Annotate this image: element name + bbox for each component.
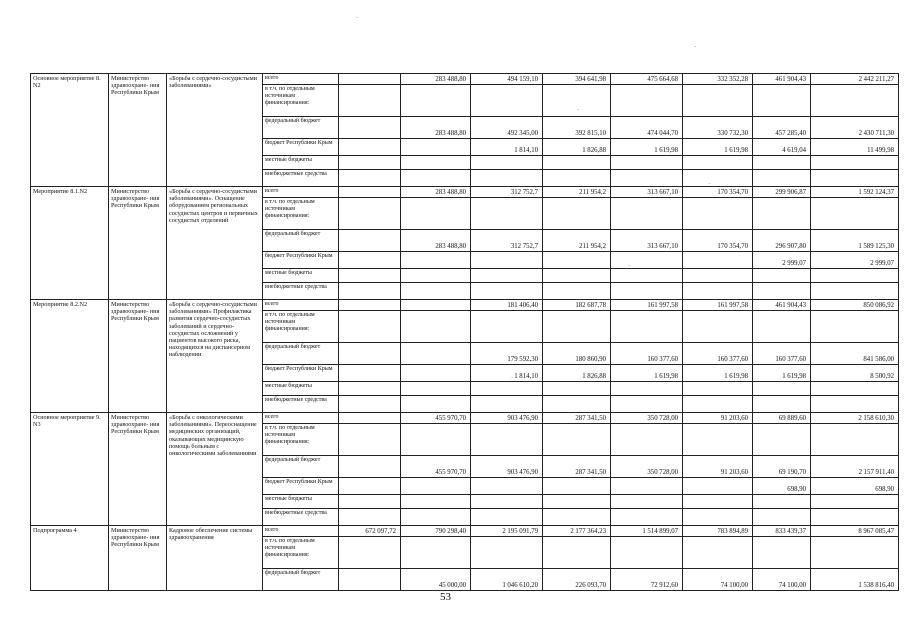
amount-cell (471, 198, 543, 230)
amount-cell (401, 311, 471, 343)
amount-cell (683, 382, 753, 396)
amount-cell (339, 230, 401, 252)
amount-cell (339, 569, 401, 591)
funding-source-cell: внебюджетные средства (263, 170, 339, 187)
amount-cell: 1 619,98 (611, 139, 683, 156)
amount-cell: 211 954,2 (543, 187, 611, 198)
amount-cell: 11 499,98 (811, 139, 899, 156)
amount-cell (811, 156, 899, 170)
amount-cell: 455 970,70 (401, 413, 471, 424)
amount-cell (811, 311, 899, 343)
amount-cell: 181 406,40 (471, 300, 543, 311)
amount-cell (471, 170, 543, 187)
executor-cell: Министерство здравоохране- ния Республики Крым (109, 300, 167, 413)
amount-cell: 474 044,70 (611, 117, 683, 139)
amount-cell (401, 300, 471, 311)
amount-cell (753, 269, 811, 283)
amount-cell: 226 093,70 (543, 569, 611, 591)
amount-cell (611, 478, 683, 495)
amount-cell (611, 396, 683, 413)
amount-cell (753, 382, 811, 396)
activity-cell: Основное мероприятие 9. N3 (31, 413, 109, 526)
amount-cell (401, 396, 471, 413)
amount-cell: 330 732,30 (683, 117, 753, 139)
amount-cell: 8 967 085,47 (811, 526, 899, 537)
amount-cell: 350 728,00 (611, 456, 683, 478)
funding-source-cell: федеральный бюджет (263, 569, 339, 591)
funding-source-cell: местные бюджеты (263, 495, 339, 509)
amount-cell (339, 478, 401, 495)
amount-cell: 2 999,07 (753, 252, 811, 269)
funding-source-cell: бюджет Республики Крым (263, 365, 339, 382)
amount-cell (811, 495, 899, 509)
amount-cell: 69 190,70 (753, 456, 811, 478)
amount-cell (811, 283, 899, 300)
amount-cell (543, 311, 611, 343)
amount-cell (339, 343, 401, 365)
amount-cell (339, 537, 401, 569)
funding-source-cell: федеральный бюджет (263, 117, 339, 139)
description-cell: «Борьба с сердечно-сосудистыми заболеваниями». Оснащение оборудованием региональных сосудистых центров и первичных сосудистых отделений (167, 187, 263, 300)
amount-cell (611, 382, 683, 396)
budget-table (30, 73, 899, 591)
amount-cell (611, 198, 683, 230)
amount-cell: 1 514 899,07 (611, 526, 683, 537)
amount-cell (339, 252, 401, 269)
amount-cell (543, 495, 611, 509)
amount-cell (753, 85, 811, 117)
amount-cell (339, 509, 401, 526)
funding-source-cell: федеральный бюджет (263, 456, 339, 478)
amount-cell (401, 139, 471, 156)
amount-cell (339, 382, 401, 396)
amount-cell (683, 252, 753, 269)
funding-source-cell: в т.ч. по отдельным источникам финансирования: (263, 311, 339, 343)
amount-cell (339, 311, 401, 343)
amount-cell (543, 424, 611, 456)
amount-cell: 672 097,72 (339, 526, 401, 537)
amount-cell (811, 396, 899, 413)
executor-cell: Министерство здравоохране- ния Республики Крым (109, 74, 167, 187)
amount-cell: 287 341,50 (543, 456, 611, 478)
amount-cell: 91 203,60 (683, 456, 753, 478)
amount-cell: 69 889,60 (753, 413, 811, 424)
amount-cell: 1 619,98 (683, 365, 753, 382)
description-cell: «Борьба с онкологическими заболеваниями». Переоснащение медицинских организаций, оказывающих медицинскую помощь больным с онкологическими заболеваниями (167, 413, 263, 526)
amount-cell (683, 283, 753, 300)
amount-cell (401, 156, 471, 170)
amount-cell: 2 430 711,30 (811, 117, 899, 139)
description-cell: Кадровое обеспечение системы здравоохранения (167, 526, 263, 591)
amount-cell (683, 509, 753, 526)
amount-cell (611, 495, 683, 509)
amount-cell: 312 752,7 (471, 187, 543, 198)
amount-cell: 850 086,92 (811, 300, 899, 311)
amount-cell: 91 203,60 (683, 413, 753, 424)
amount-cell: 1 619,98 (753, 365, 811, 382)
amount-cell (611, 170, 683, 187)
amount-cell: 903 476,90 (471, 456, 543, 478)
amount-cell: 833 439,37 (753, 526, 811, 537)
amount-cell (543, 283, 611, 300)
amount-cell: 332 352,28 (683, 74, 753, 85)
amount-cell (811, 269, 899, 283)
amount-cell (611, 156, 683, 170)
amount-cell (401, 343, 471, 365)
amount-cell (401, 509, 471, 526)
amount-cell (811, 170, 899, 187)
table-row (31, 74, 899, 85)
amount-cell (401, 252, 471, 269)
amount-cell: 2 999,07 (811, 252, 899, 269)
table-row (31, 413, 899, 424)
amount-cell (543, 198, 611, 230)
amount-cell: 1 814,10 (471, 139, 543, 156)
amount-cell (471, 269, 543, 283)
amount-cell: 1 619,98 (611, 365, 683, 382)
funding-source-cell: внебюджетные средства (263, 396, 339, 413)
amount-cell (753, 156, 811, 170)
amount-cell: 783 894,89 (683, 526, 753, 537)
amount-cell: 8 500,92 (811, 365, 899, 382)
amount-cell: 161 997,58 (683, 300, 753, 311)
amount-cell: 313 667,10 (611, 230, 683, 252)
amount-cell (683, 478, 753, 495)
amount-cell: 161 997,58 (611, 300, 683, 311)
funding-source-cell: местные бюджеты (263, 382, 339, 396)
funding-source-cell: всего (263, 413, 339, 424)
amount-cell (753, 311, 811, 343)
amount-cell (683, 495, 753, 509)
amount-cell (401, 495, 471, 509)
amount-cell: 350 728,00 (611, 413, 683, 424)
amount-cell (401, 170, 471, 187)
amount-cell (683, 537, 753, 569)
amount-cell: 179 592,30 (471, 343, 543, 365)
amount-cell (611, 269, 683, 283)
amount-cell: 2 177 364,23 (543, 526, 611, 537)
amount-cell (339, 300, 401, 311)
amount-cell: 2 157 911,40 (811, 456, 899, 478)
scan-speck: · (356, 14, 359, 22)
amount-cell (339, 495, 401, 509)
amount-cell: 457 285,40 (753, 117, 811, 139)
amount-cell (339, 456, 401, 478)
amount-cell: 299 906,87 (753, 187, 811, 198)
amount-cell (543, 252, 611, 269)
amount-cell: 455 970,70 (401, 456, 471, 478)
table-row (31, 187, 899, 198)
amount-cell (471, 537, 543, 569)
amount-cell (401, 424, 471, 456)
amount-cell (339, 139, 401, 156)
amount-cell (811, 537, 899, 569)
amount-cell: 394 641,98 (543, 74, 611, 85)
amount-cell: 296 907,80 (753, 230, 811, 252)
amount-cell (683, 269, 753, 283)
amount-cell (811, 424, 899, 456)
executor-cell: Министерство здравоохране- ния Республики Крым (109, 187, 167, 300)
funding-source-cell: внебюджетные средства (263, 509, 339, 526)
amount-cell (339, 117, 401, 139)
scan-speck: · (628, 262, 631, 270)
amount-cell: 287 341,50 (543, 413, 611, 424)
amount-cell (471, 509, 543, 526)
funding-source-cell: в т.ч. по отдельным источникам финансирования: (263, 85, 339, 117)
amount-cell (401, 478, 471, 495)
amount-cell (339, 170, 401, 187)
amount-cell (611, 424, 683, 456)
amount-cell (683, 311, 753, 343)
scan-speck: · (694, 43, 697, 51)
amount-cell: 1 826,88 (543, 365, 611, 382)
amount-cell (401, 269, 471, 283)
amount-cell: 180 860,90 (543, 343, 611, 365)
amount-cell: 2 442 211,27 (811, 74, 899, 85)
amount-cell (611, 509, 683, 526)
amount-cell: 170 354,70 (683, 187, 753, 198)
funding-source-cell: всего (263, 187, 339, 198)
amount-cell (339, 156, 401, 170)
amount-cell: 312 752,7 (471, 230, 543, 252)
amount-cell (401, 283, 471, 300)
amount-cell (753, 283, 811, 300)
amount-cell (543, 156, 611, 170)
amount-cell: 841 586,00 (811, 343, 899, 365)
activity-cell: Основное мероприятие 8. N2 (31, 74, 109, 187)
amount-cell (339, 269, 401, 283)
amount-cell (753, 509, 811, 526)
amount-cell: 2 195 091,79 (471, 526, 543, 537)
amount-cell (471, 495, 543, 509)
amount-cell: 283 488,80 (401, 117, 471, 139)
amount-cell (339, 413, 401, 424)
executor-cell: Министерство здравоохране- ния Республики Крым (109, 526, 167, 591)
amount-cell (543, 269, 611, 283)
amount-cell (683, 85, 753, 117)
amount-cell: 160 377,60 (611, 343, 683, 365)
amount-cell (543, 382, 611, 396)
amount-cell (339, 198, 401, 230)
funding-source-cell: всего (263, 300, 339, 311)
amount-cell: 74 100,00 (683, 569, 753, 591)
amount-cell: 1 592 124,37 (811, 187, 899, 198)
amount-cell: 392 815,10 (543, 117, 611, 139)
table-row (31, 300, 899, 311)
funding-source-cell: федеральный бюджет (263, 230, 339, 252)
amount-cell (339, 85, 401, 117)
amount-cell: 160 377,60 (753, 343, 811, 365)
amount-cell (811, 382, 899, 396)
amount-cell (683, 156, 753, 170)
amount-cell (543, 396, 611, 413)
amount-cell: 2 158 610,30 (811, 413, 899, 424)
amount-cell (471, 424, 543, 456)
amount-cell: 1 826,88 (543, 139, 611, 156)
amount-cell: 1 046 610,20 (471, 569, 543, 591)
amount-cell: 698,90 (811, 478, 899, 495)
amount-cell (543, 478, 611, 495)
scan-speck: · (511, 374, 514, 382)
amount-cell: 698,90 (753, 478, 811, 495)
activity-cell: Мероприятие 8.2.N2 (31, 300, 109, 413)
amount-cell (471, 85, 543, 117)
amount-cell: 182 687,78 (543, 300, 611, 311)
amount-cell (339, 396, 401, 413)
amount-cell (611, 311, 683, 343)
funding-source-cell: в т.ч. по отдельным источникам финансирования: (263, 537, 339, 569)
funding-source-cell: всего (263, 74, 339, 85)
table-row (31, 526, 899, 537)
page-number: 53 (440, 591, 451, 603)
amount-cell (401, 85, 471, 117)
amount-cell: 494 159,10 (471, 74, 543, 85)
funding-source-cell: местные бюджеты (263, 156, 339, 170)
activity-cell: Мероприятие 8.1.N2 (31, 187, 109, 300)
description-cell: «Борьба с сердечно-сосудистыми заболеваниями» Профилактика развития сердечно-сосудистых заболеваний и сердечно-сосудистых осложнений у пациентов высокого риска, находящихся на диспансерном наблюдении (167, 300, 263, 413)
activity-cell: Подпрограмма 4 (31, 526, 109, 591)
amount-cell: 492 345,00 (471, 117, 543, 139)
amount-cell: 170 354,70 (683, 230, 753, 252)
amount-cell: 283 488,80 (401, 187, 471, 198)
funding-source-cell: внебюджетные средства (263, 283, 339, 300)
amount-cell (471, 283, 543, 300)
amount-cell (401, 365, 471, 382)
amount-cell (611, 85, 683, 117)
amount-cell: 1 538 816,40 (811, 569, 899, 591)
amount-cell (401, 537, 471, 569)
amount-cell: 283 488,80 (401, 74, 471, 85)
amount-cell (339, 74, 401, 85)
amount-cell (471, 478, 543, 495)
amount-cell (471, 396, 543, 413)
amount-cell (339, 424, 401, 456)
amount-cell (753, 198, 811, 230)
executor-cell: Министерство здравоохране- ния Республики Крым (109, 413, 167, 526)
amount-cell (611, 283, 683, 300)
funding-source-cell: бюджет Республики Крым (263, 252, 339, 269)
funding-source-cell: местные бюджеты (263, 269, 339, 283)
amount-cell: 475 664,68 (611, 74, 683, 85)
amount-cell: 4 619,04 (753, 139, 811, 156)
amount-cell (471, 311, 543, 343)
amount-cell (683, 198, 753, 230)
amount-cell (543, 170, 611, 187)
amount-cell (543, 509, 611, 526)
funding-source-cell: бюджет Республики Крым (263, 478, 339, 495)
amount-cell (401, 382, 471, 396)
amount-cell: 903 476,90 (471, 413, 543, 424)
scan-speck: · (577, 106, 580, 114)
amount-cell (471, 382, 543, 396)
amount-cell: 790 298,40 (401, 526, 471, 537)
amount-cell (811, 85, 899, 117)
amount-cell: 1 589 125,30 (811, 230, 899, 252)
amount-cell (683, 424, 753, 456)
amount-cell (753, 495, 811, 509)
amount-cell (683, 396, 753, 413)
amount-cell: 1 619,98 (683, 139, 753, 156)
amount-cell: 74 100,00 (753, 569, 811, 591)
amount-cell (753, 396, 811, 413)
amount-cell: 283 488,80 (401, 230, 471, 252)
amount-cell (401, 198, 471, 230)
amount-cell (811, 509, 899, 526)
amount-cell (339, 283, 401, 300)
amount-cell (611, 537, 683, 569)
amount-cell: 461 904,43 (753, 300, 811, 311)
amount-cell (339, 187, 401, 198)
scan-speck: · (708, 180, 711, 188)
funding-source-cell: в т.ч. по отдельным источникам финансирования: (263, 198, 339, 230)
amount-cell (339, 365, 401, 382)
amount-cell (753, 424, 811, 456)
amount-cell: 1 814,10 (471, 365, 543, 382)
funding-source-cell: всего (263, 526, 339, 537)
amount-cell (753, 537, 811, 569)
amount-cell: 313 667,10 (611, 187, 683, 198)
amount-cell (543, 537, 611, 569)
amount-cell: 160 377,60 (683, 343, 753, 365)
description-cell: «Борьба с сердечно-сосудистыми заболеваниями» (167, 74, 263, 187)
amount-cell (753, 170, 811, 187)
amount-cell (811, 198, 899, 230)
amount-cell (471, 156, 543, 170)
amount-cell (683, 170, 753, 187)
amount-cell (611, 252, 683, 269)
amount-cell: 461 904,43 (753, 74, 811, 85)
funding-source-cell: бюджет Республики Крым (263, 139, 339, 156)
amount-cell: 211 954,2 (543, 230, 611, 252)
amount-cell (471, 252, 543, 269)
amount-cell: 72 912,60 (611, 569, 683, 591)
funding-source-cell: в т.ч. по отдельным источникам финансирования: (263, 424, 339, 456)
funding-source-cell: федеральный бюджет (263, 343, 339, 365)
amount-cell: 45 000,00 (401, 569, 471, 591)
